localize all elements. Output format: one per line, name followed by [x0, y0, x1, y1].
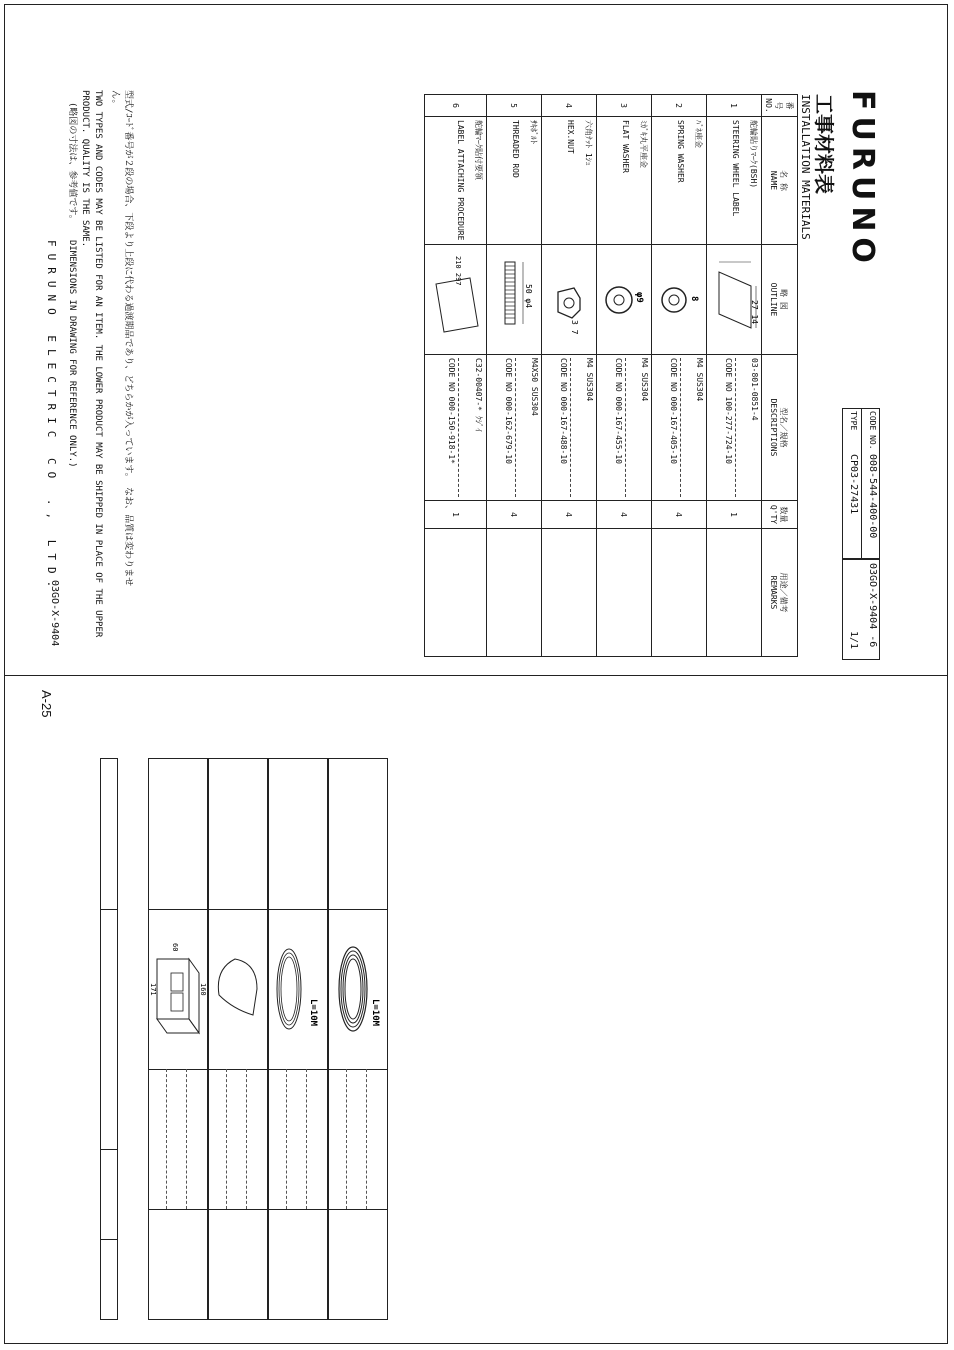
sheet-divider	[4, 675, 948, 676]
note-en-1: TWO TYPES AND CODES MAY BE LISTED FOR AN ITEM. THE LOWER PRODUCT MAY BE SHIPPED IN PLACE OF THE UPPER	[93, 90, 103, 638]
item-remarks	[487, 529, 542, 657]
title-english: INSTALLATION MATERIALS	[799, 94, 812, 240]
notes-block	[65, 90, 134, 637]
lower-sheet	[20, 690, 940, 1320]
code-no-label: CODE NO.	[868, 411, 877, 450]
lower-row-1	[148, 758, 208, 1320]
item-name-jp: 六角ﾅｯﾄ 1ｼｭ	[584, 120, 593, 166]
item-name-jp: 舵輪貼りﾏｰｸ(BSH)	[749, 120, 758, 189]
item-name-en: STEERING WHEEL LABEL	[731, 120, 740, 217]
cable-length: L=10M	[308, 999, 318, 1027]
item-description: C32-00407-* ｸｼﾞｲ	[474, 358, 483, 432]
header-qty-en: Q'TY	[769, 504, 779, 525]
item-quantity: 1	[707, 501, 762, 529]
note-jp: 型式/ｺｰﾄﾞ番号が２段の場合、下段より上段に代わる過渡期品であり、どちらかが入っています。 なお、品質は変わりませ	[123, 90, 133, 587]
outline-dimensions: 27 14	[750, 300, 759, 325]
furuno-logo: FURUNO	[845, 90, 880, 269]
item-name-en: FLAT WASHER	[621, 120, 630, 173]
item-description: M4 SUS304	[585, 358, 594, 402]
threaded-rod-icon	[491, 248, 539, 352]
table-row	[652, 95, 707, 657]
company-name: FURUNO ELECTRIC CO ., LTD.	[45, 240, 58, 595]
item-remarks	[652, 529, 707, 657]
sheet-count: 1/1	[848, 631, 859, 650]
item-outline	[652, 245, 707, 355]
item-name-jp: ｻｷﾎﾞﾙﾄ	[529, 120, 538, 144]
header-name-en: NAME	[769, 170, 779, 191]
outline-dimensions: φ9	[634, 292, 644, 303]
header-no-en: NO.	[764, 98, 773, 113]
item-outline	[487, 245, 542, 355]
item-code: 000-162-679-10	[504, 396, 513, 464]
item-quantity: 4	[652, 501, 707, 529]
procedure-sheet-icon	[430, 248, 484, 352]
vinyl-bag-icon	[211, 949, 263, 1029]
code-label: CODE NO	[669, 358, 678, 392]
header-name-jp: 名 称	[779, 170, 789, 191]
lower-row-3	[268, 758, 328, 1320]
header-no-jp: 番 号	[774, 101, 794, 110]
flat-washer-icon	[601, 248, 649, 352]
item-code: 000-167-455-10	[614, 396, 623, 464]
item-remarks	[707, 529, 762, 657]
outline-dimensions: 50 φ4	[524, 284, 533, 309]
outline-dimensions: 210 297	[454, 256, 462, 286]
table-row	[425, 95, 487, 657]
note-jp-cont: ん。	[110, 90, 120, 109]
item-remarks	[597, 529, 652, 657]
lower-header-row	[100, 758, 118, 1320]
item-name-en: LABEL ATTACHING PROCEDURE	[456, 120, 465, 241]
box-dim-height: 60	[171, 943, 179, 952]
cable-coil-icon	[271, 929, 323, 1059]
materials-table	[424, 94, 798, 657]
item-code: 100-277-724-10	[724, 396, 733, 464]
note-en-2: PRODUCT. QUALITY IS THE SAME.	[80, 90, 90, 248]
box-dim-depth: 171	[149, 983, 157, 996]
row-number: 5	[487, 95, 542, 117]
row-number: 3	[597, 95, 652, 117]
doc-box	[842, 558, 880, 660]
row-number: 4	[542, 95, 597, 117]
note-jp-3: (略図の寸法は、参考値です。	[67, 102, 77, 224]
header-outline-jp: 略 図	[779, 289, 789, 310]
item-outline	[425, 245, 487, 355]
page-number: A-25	[39, 690, 54, 718]
item-name-en: SPRING WASHER	[676, 120, 685, 183]
item-description: M4 SUS304	[695, 358, 704, 402]
spring-washer-icon	[656, 248, 704, 352]
row-number: 6	[425, 95, 487, 117]
header-outline-en: OUTLINE	[769, 282, 779, 317]
item-code: 000-167-405-10	[669, 396, 678, 464]
item-outline	[707, 245, 762, 355]
item-description: 03-801-0851-4	[750, 358, 759, 421]
item-outline	[542, 245, 597, 355]
code-no: 008-544-400-00	[867, 454, 878, 539]
label-sketch-icon	[711, 248, 759, 352]
item-remarks	[425, 529, 487, 657]
cable-length: L=10M	[370, 999, 380, 1027]
code-label: CODE NO	[447, 358, 456, 392]
table-row	[597, 95, 652, 657]
header-remarks-en: REMARKS	[769, 575, 779, 610]
header-remarks-jp: 用途／備考	[779, 572, 789, 613]
hex-nut-icon	[546, 248, 594, 352]
table-header-row	[762, 95, 798, 657]
outline-dimensions: 3 7	[570, 320, 579, 335]
document-reference: 03GO-X-9404	[49, 580, 60, 647]
lower-row-2	[208, 758, 268, 1320]
installation-materials-sheet	[20, 20, 940, 660]
code-label: CODE NO	[504, 358, 513, 392]
type-value: CP03-27431	[848, 454, 859, 515]
item-name-en: HEX.NUT	[566, 120, 575, 154]
header-desc-en: DESCRIPTIONS	[769, 398, 779, 457]
title-japanese: 工事材料表	[812, 94, 836, 194]
header-desc-jp: 型名／規格	[779, 407, 789, 448]
item-description: M4X50 SUS304	[530, 358, 539, 416]
item-quantity: 4	[487, 501, 542, 529]
doc-number: 03GO-X-9404 -6	[867, 563, 878, 648]
item-quantity: 4	[542, 501, 597, 529]
code-label: CODE NO	[614, 358, 623, 392]
item-remarks	[542, 529, 597, 657]
item-name-jp: 舵輪ﾏｰｸ貼付要領	[474, 120, 483, 180]
outline-dimensions: 8	[689, 296, 699, 302]
item-quantity: 4	[597, 501, 652, 529]
item-name-en: THREADED ROD	[511, 120, 520, 178]
table-row	[542, 95, 597, 657]
row-number: 1	[707, 95, 762, 117]
item-quantity: 1	[425, 501, 487, 529]
box-dim-width: 160	[199, 983, 207, 996]
item-outline	[597, 245, 652, 355]
code-label: CODE NO	[724, 358, 733, 392]
item-name-jp: ﾊﾞﾈ座金	[694, 120, 703, 148]
item-code: 000-167-488-10	[559, 396, 568, 464]
header-qty-jp: 数量	[779, 506, 789, 523]
type-label: TYPE	[849, 411, 858, 431]
item-description: M4 SUS304	[640, 358, 649, 402]
cable-coil-icon	[331, 929, 383, 1059]
note-en-3: DIMENSIONS IN DRAWING FOR REFERENCE ONLY.)	[67, 239, 77, 468]
item-code: 000-150-918-1*	[447, 396, 456, 464]
code-label: CODE NO	[559, 358, 568, 392]
code-box	[842, 408, 880, 560]
item-name-jp: ﾐｶﾞｷ丸平座金	[639, 120, 648, 168]
carton-box-icon	[149, 939, 207, 1049]
table-row	[707, 95, 762, 657]
row-number: 2	[652, 95, 707, 117]
table-row	[487, 95, 542, 657]
lower-row-4	[328, 758, 388, 1320]
